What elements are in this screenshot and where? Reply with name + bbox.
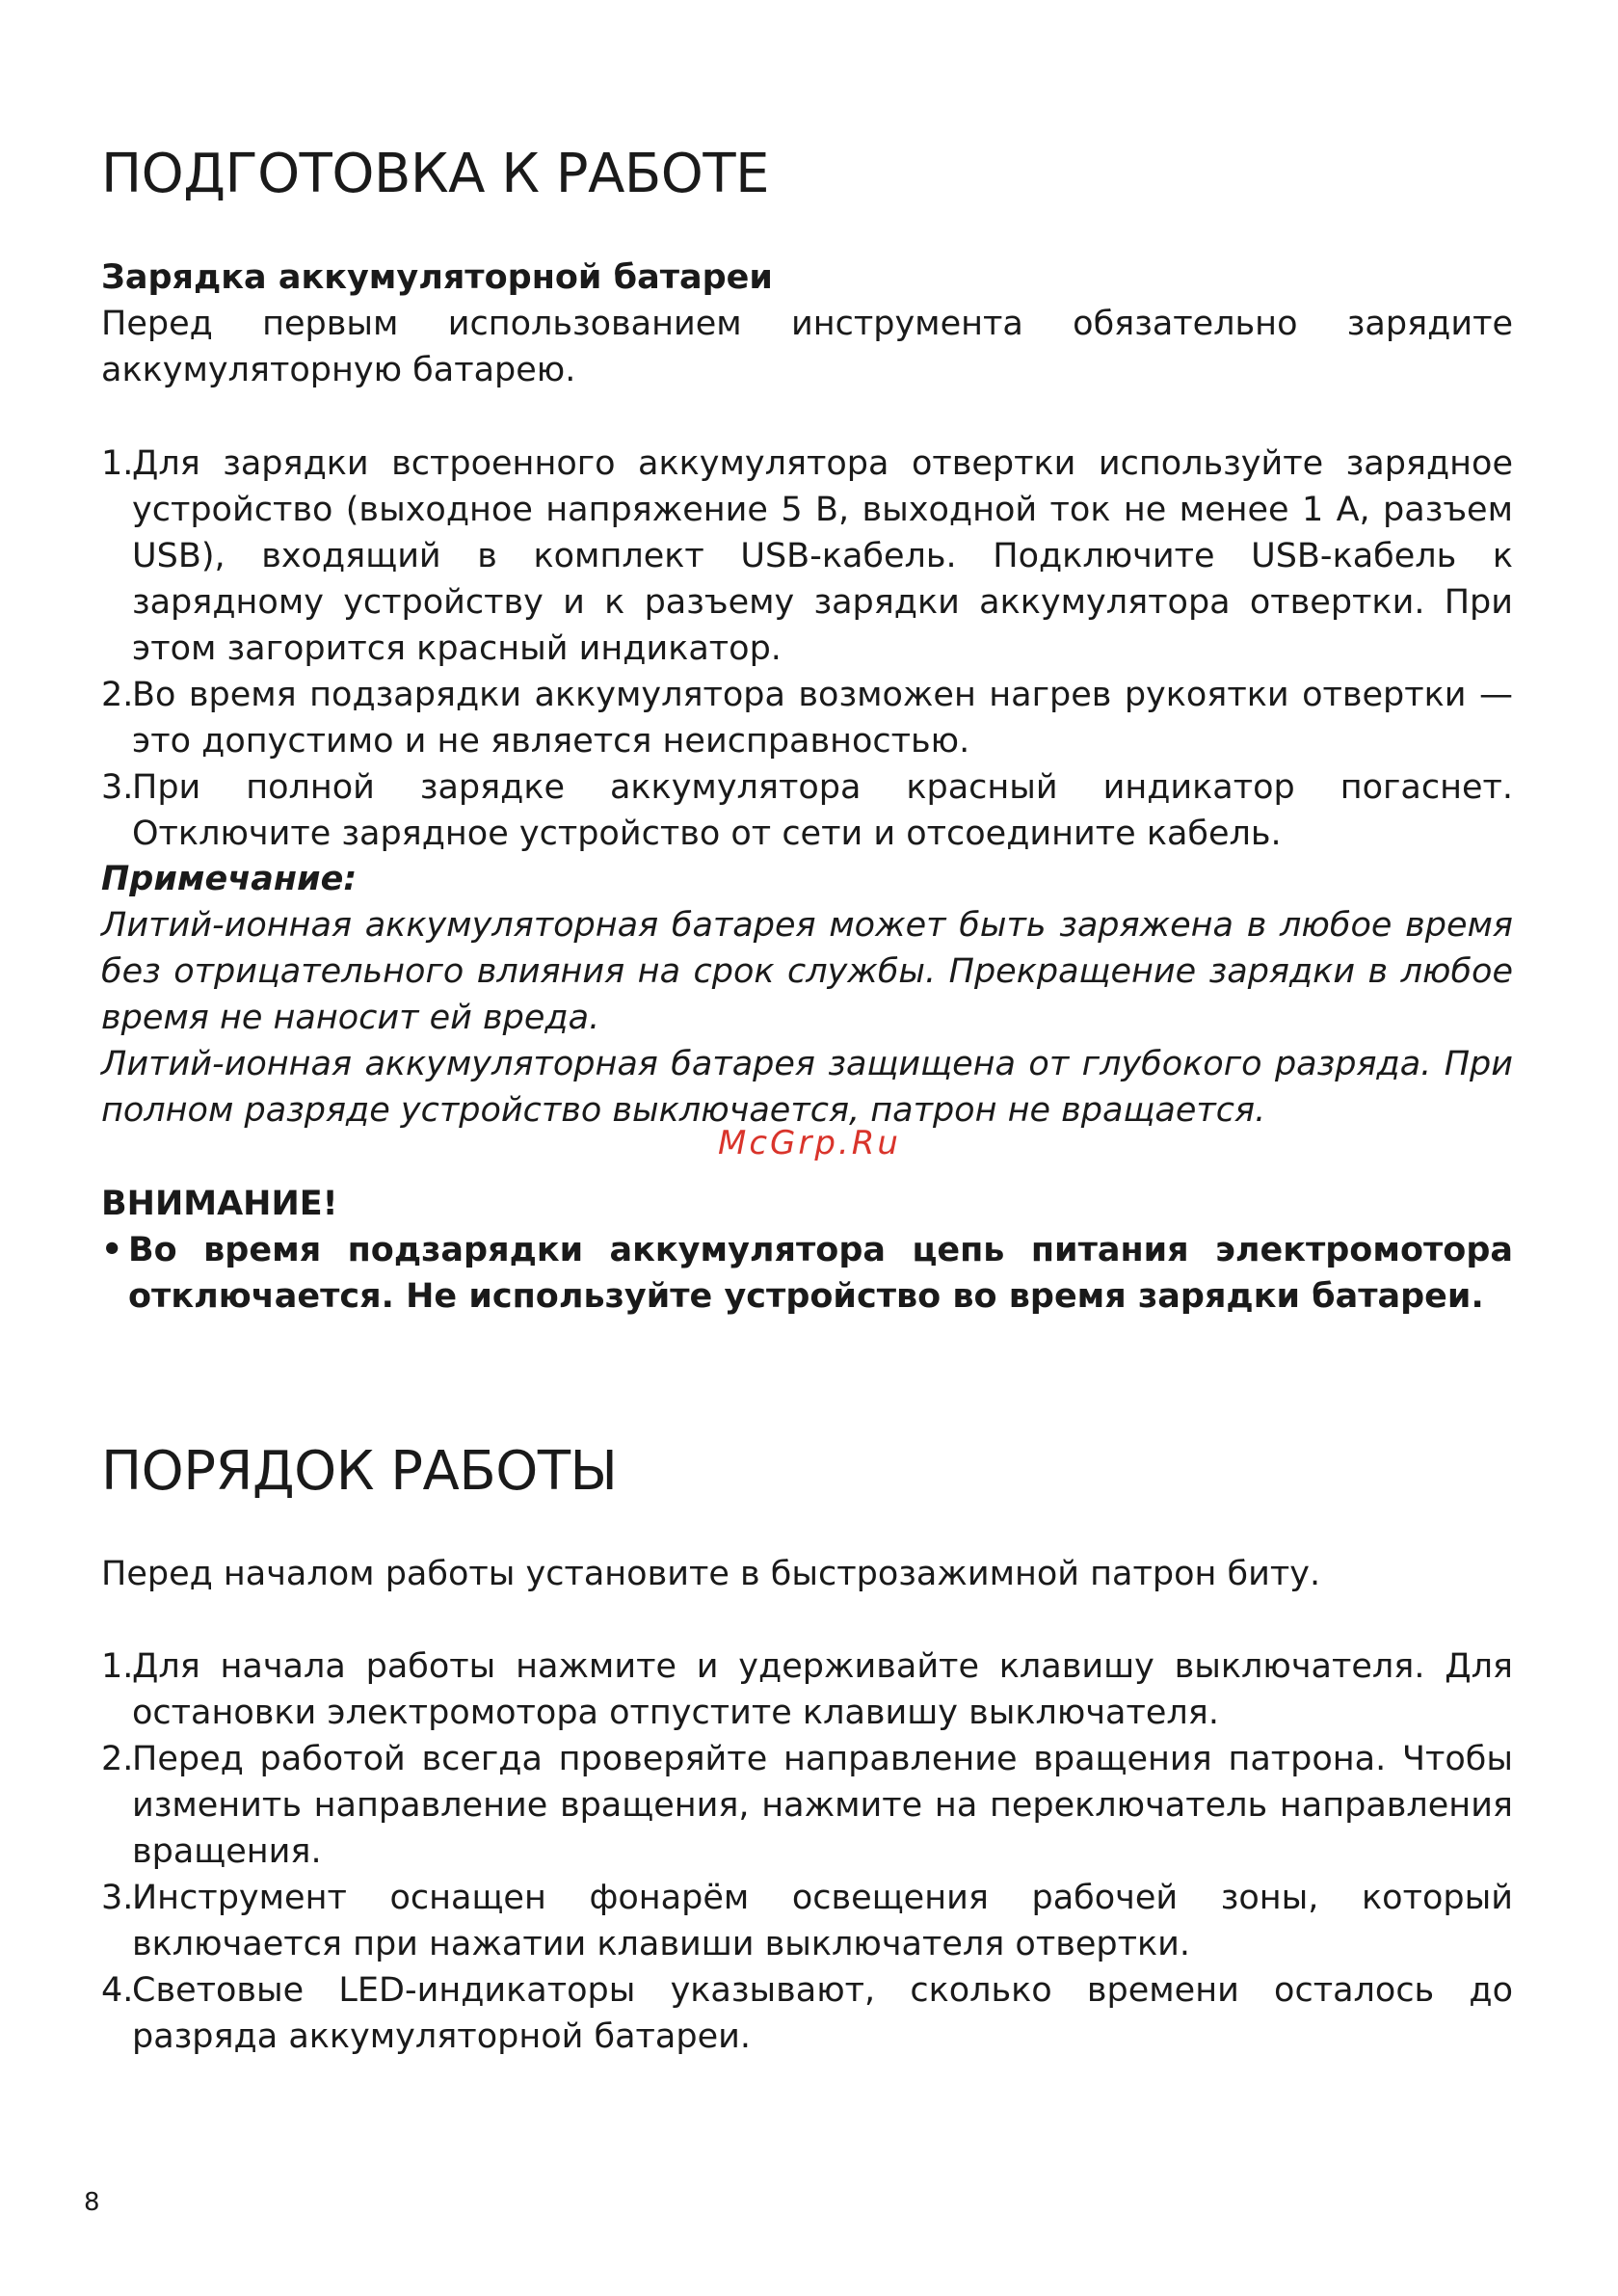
- list-item: [101, 1875, 1513, 1967]
- list-item: [101, 1967, 1513, 2060]
- warning-title: ВНИМАНИЕ!: [101, 1185, 338, 1223]
- list-item-text: Световые LED-индикаторы указывают, сколько времени осталось до разряда аккумуляторной батареи.: [132, 1971, 1513, 2056]
- list-item-number: 2.: [101, 1740, 134, 1778]
- list-item-text: Инструмент оснащен фонарём освещения рабочей зоны, который включается при нажатии клавиши выключателя отвертки.: [132, 1879, 1513, 1963]
- list-item: [101, 441, 1513, 672]
- list-item: [101, 1643, 1513, 1736]
- intro-paragraph: Перед первым использованием инструмента обязательно зарядите аккумуляторную батарею.: [101, 305, 1513, 389]
- list-item-number: 4.: [101, 1971, 134, 2010]
- warning-text: Во время подзарядки аккумулятора цепь питания электромотора отключается. Не используйте устройство во время зарядки батареи.: [128, 1231, 1513, 1316]
- list-item-text: Для зарядки встроенного аккумулятора отвертки используйте зарядное устройство (выходное напряжение 5 В, выходной ток не менее 1 А, разъем USB), входящий в комплект USB-кабель. Подключите USB-кабель к зарядному устройству и к разъему зарядки аккумулятора отвертки. При этом загорится красный индикатор.: [132, 444, 1513, 668]
- page-number: 8: [84, 2188, 100, 2217]
- list-item: [101, 764, 1513, 857]
- subtitle-battery-charging: Зарядка аккумуляторной батареи: [101, 258, 773, 297]
- note-paragraph-1: Литий-ионная аккумуляторная батарея может быть заряжена в любое время без отрицательного влияния на срок службы. Прекращение зарядки в любое время не наносит ей вреда.: [101, 906, 1513, 1037]
- list-item-number: 2.: [101, 676, 134, 714]
- list-item-text: Перед работой всегда проверяйте направление вращения патрона. Чтобы изменить направление вращения, нажмите на переключатель направления вращения.: [132, 1740, 1513, 1871]
- list-item: [101, 1736, 1513, 1875]
- list-item-text: Для начала работы нажмите и удерживайте клавишу выключателя. Для остановки электромотора отпустите клавишу выключателя.: [132, 1647, 1513, 1732]
- list-item-number: 3.: [101, 768, 134, 807]
- operation-intro: Перед началом работы установите в быстрозажимной патрон биту.: [101, 1555, 1321, 1593]
- note-title: Примечание:: [101, 860, 358, 898]
- list-item-number: 1.: [101, 1647, 134, 1686]
- watermark: McGrp.Ru: [718, 1124, 901, 1162]
- list-item: [101, 672, 1513, 764]
- list-item-text: При полной зарядке аккумулятора красный индикатор погаснет. Отключите зарядное устройство от сети и отсоедините кабель.: [132, 768, 1513, 853]
- bullet-icon: •: [101, 1231, 123, 1269]
- charging-steps-list: [101, 441, 1513, 857]
- list-item-text: Во время подзарядки аккумулятора возможен нагрев рукоятки отвертки — это допустимо и не является неисправностью.: [132, 676, 1513, 761]
- note-paragraph-2: Литий-ионная аккумуляторная батарея защищена от глубокого разряда. При полном разряде устройство выключается, патрон не вращается.: [101, 1045, 1513, 1130]
- list-item-number: 3.: [101, 1879, 134, 1917]
- section-title-preparation: ПОДГОТОВКА К РАБОТЕ: [101, 143, 769, 205]
- warning-item: [101, 1227, 1513, 1320]
- section-title-operation: ПОРЯДОК РАБОТЫ: [101, 1440, 618, 1503]
- operation-steps-list: [101, 1643, 1513, 2060]
- list-item-number: 1.: [101, 444, 134, 483]
